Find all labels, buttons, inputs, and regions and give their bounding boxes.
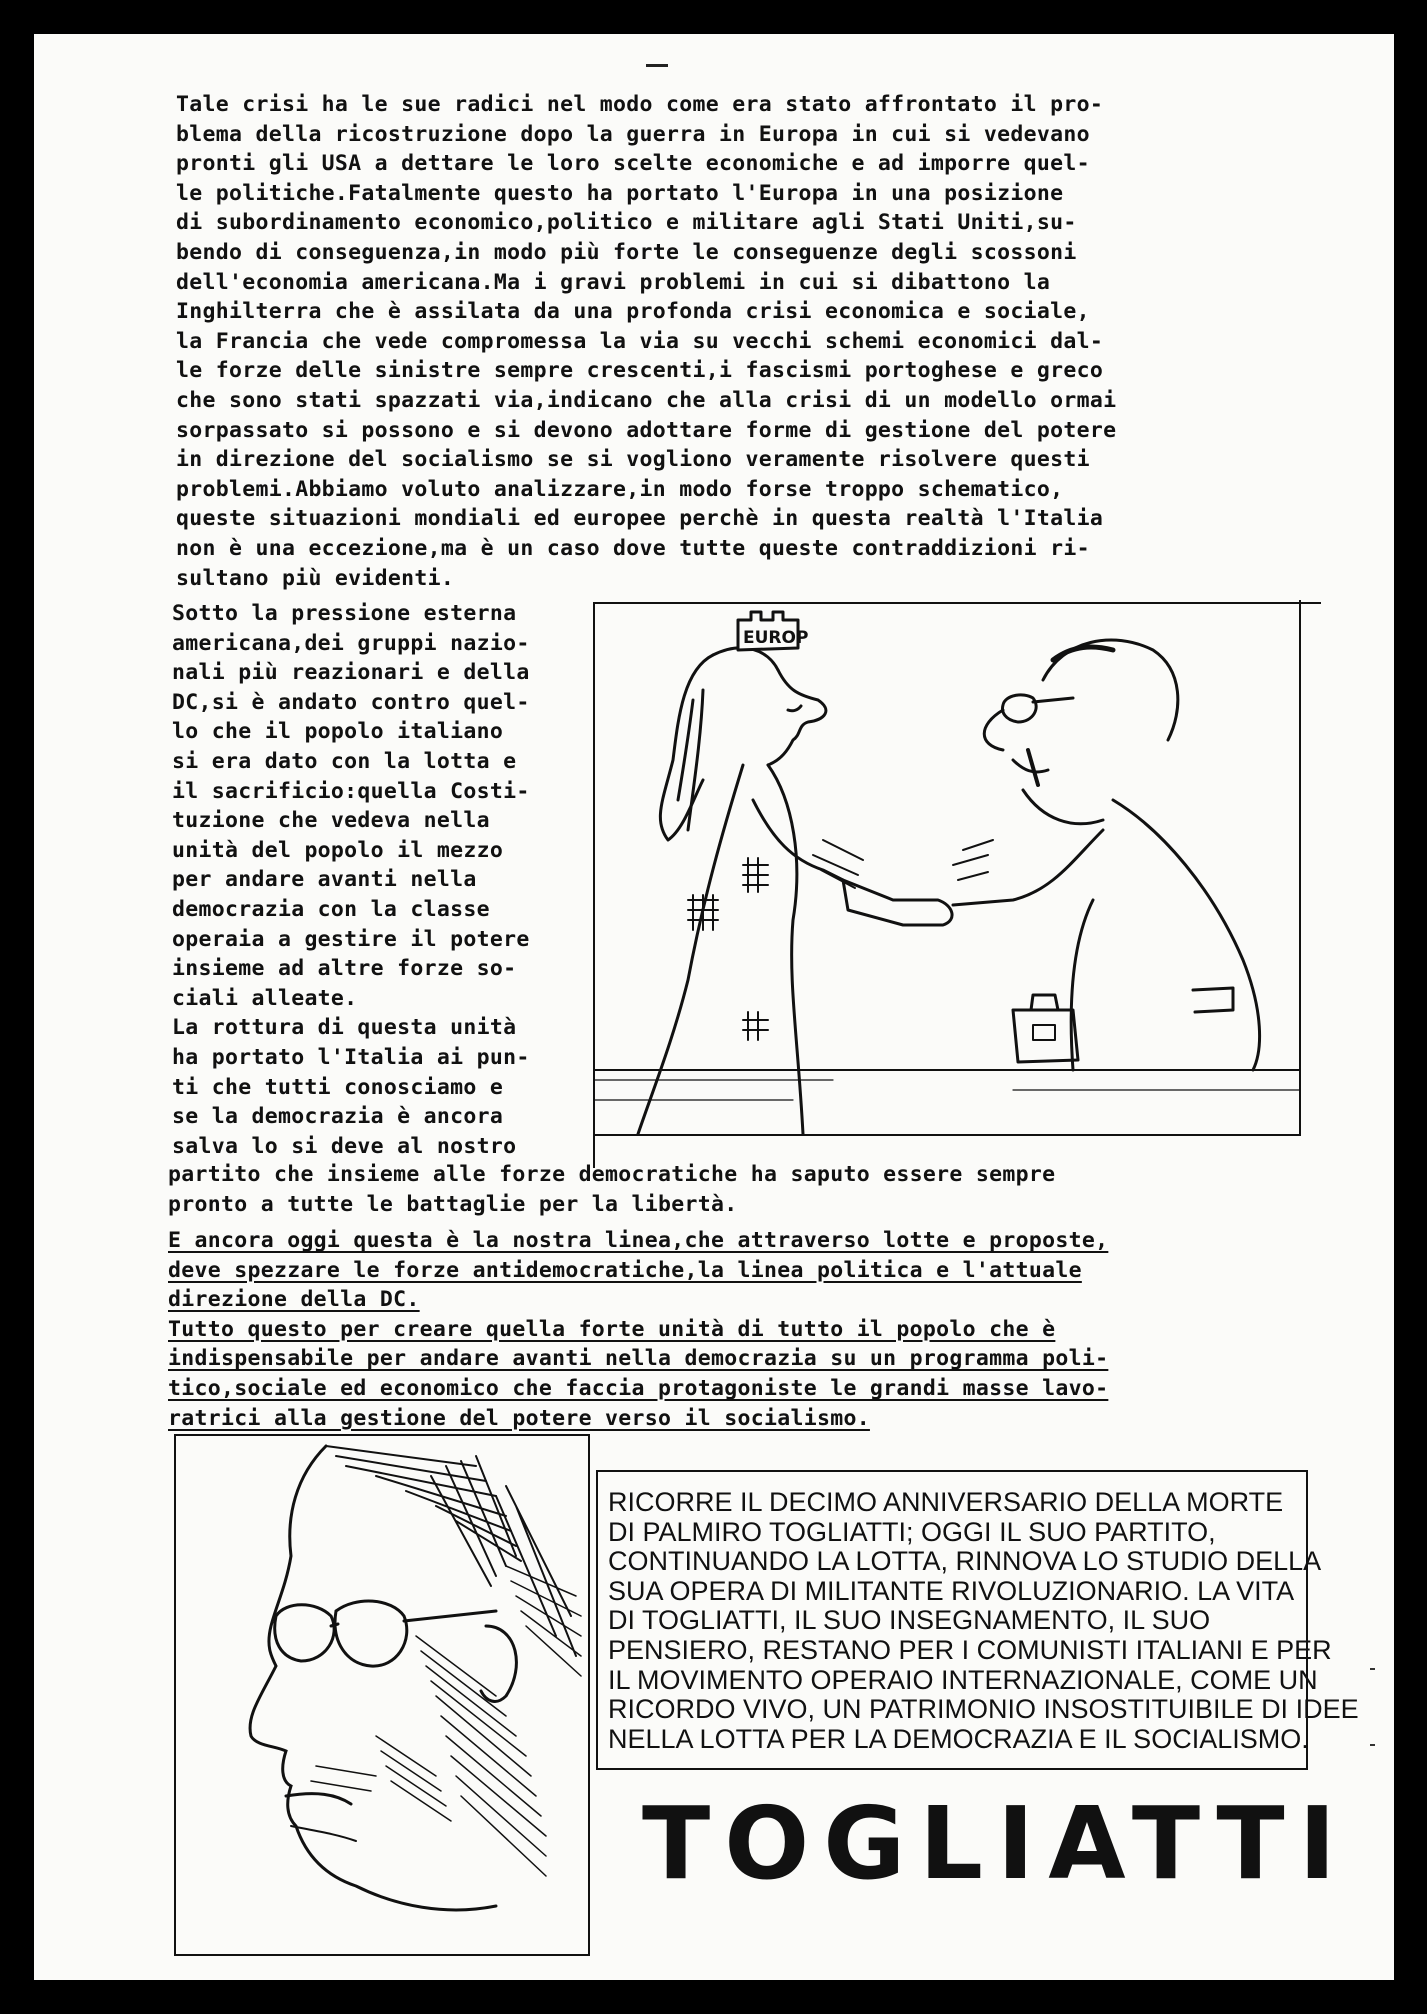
memorial-line: RICORDO VIVO, UN PATRIMONIO INSOSTITUIBILE DI IDEE — [608, 1694, 1359, 1725]
text-line: ha portato l'Italia ai pun- — [172, 1044, 530, 1070]
text-line: sultano più evidenti. — [176, 565, 455, 591]
memorial-line: DI PALMIRO TOGLIATTI; OGGI IL SUO PARTITO, — [608, 1516, 1216, 1547]
text-line: Tutto questo per creare quella forte unità di tutto il popolo che è — [168, 1316, 1056, 1342]
text-line: bendo di conseguenza,in modo più forte le conseguenze degli scossoni — [176, 239, 1077, 265]
crown-label: EUROP — [743, 628, 809, 648]
text-line: partito che insieme alle forze democratiche ha saputo essere sempre — [168, 1162, 1056, 1187]
text-line: americana,dei gruppi nazio- — [172, 630, 530, 656]
text-line: lo che il popolo italiano — [172, 719, 504, 745]
text-line: Inghilterra che è assilata da una profonda crisi economica e sociale, — [176, 299, 1090, 325]
togliatti-portrait — [174, 1434, 590, 1956]
text-line: blema della ricostruzione dopo la guerra in Europa in cui si vedevano — [176, 121, 1090, 147]
text-line: Tale crisi ha le sue radici nel modo come era stato affrontato il pro- — [176, 92, 1104, 117]
big-title: TOGLIATTI — [642, 1785, 1350, 1902]
continuation-paragraph — [168, 1160, 1055, 1219]
intro-paragraph — [176, 90, 1116, 593]
text-line: La rottura di questa unità — [172, 1015, 517, 1041]
text-line: Sotto la pressione esterna — [172, 601, 517, 626]
text-line: pronto a tutte le battaglie per la libertà. — [168, 1191, 738, 1217]
margin-mark — [1370, 1668, 1375, 1670]
text-line: dell'economia americana.Ma i gravi problemi in cui si dibattono la — [176, 269, 1051, 295]
text-line: queste situazioni mondiali ed europee perchè in questa realtà l'Italia — [176, 506, 1104, 532]
underlined-paragraph — [168, 1226, 1108, 1433]
memorial-line: NELLA LOTTA PER LA DEMOCRAZIA E IL SOCIALISMO. — [608, 1723, 1309, 1754]
text-line: problemi.Abbiamo voluto analizzare,in modo forse troppo schematico, — [176, 476, 1064, 502]
text-line: democrazia con la classe — [172, 896, 490, 922]
text-line: DC,si è andato contro quel- — [172, 689, 530, 715]
text-line: in direzione del socialismo se si vogliono veramente risolvere questi — [176, 447, 1090, 473]
text-line: non è una eccezione,ma è un caso dove tutte queste contraddizioni ri- — [176, 535, 1090, 561]
document-page — [34, 34, 1394, 1980]
text-line: le forze delle sinistre sempre crescenti,i fascismi portoghese e greco — [176, 358, 1104, 384]
text-line: le politiche.Fatalmente questo ha portato l'Europa in una posizione — [176, 180, 1064, 206]
text-line: tico,sociale ed economico che faccia protagoniste le grandi masse lavo- — [168, 1375, 1109, 1401]
text-line: se la democrazia è ancora — [172, 1104, 504, 1130]
text-line: ti che tutti conosciamo e — [172, 1074, 504, 1100]
memorial-line: PENSIERO, RESTANO PER I COMUNISTI ITALIANI E PER — [608, 1634, 1332, 1665]
text-line: salva lo si deve al nostro — [172, 1133, 517, 1159]
text-line: insieme ad altre forze so- — [172, 956, 517, 982]
text-line: di subordinamento economico,politico e militare agli Stati Uniti,su- — [176, 210, 1077, 236]
memorial-line: SUA OPERA DI MILITANTE RIVOLUZIONARIO. LA VITA — [608, 1575, 1295, 1606]
page-number-dash — [646, 64, 668, 67]
text-line: sorpassato si possono e si devono adottare forme di gestione del potere — [176, 417, 1117, 443]
text-line: pronti gli USA a dettare le loro scelte economiche e ad imporre quel- — [176, 151, 1090, 177]
memorial-line: RICORRE IL DECIMO ANNIVERSARIO DELLA MORTE — [608, 1487, 1284, 1517]
text-line: ciali alleate. — [172, 985, 358, 1011]
text-line: unità del popolo il mezzo — [172, 837, 504, 863]
text-line: nali più reazionari e della — [172, 660, 530, 686]
text-line: che sono stati spazzati via,indicano che alla crisi di un modello ormai — [176, 387, 1117, 413]
memorial-line: DI TOGLIATTI, IL SUO INSEGNAMENTO, IL SUO — [608, 1605, 1211, 1636]
text-line: ratrici alla gestione del potere verso il socialismo. — [168, 1405, 870, 1431]
text-line: per andare avanti nella — [172, 867, 477, 893]
margin-mark — [1370, 1744, 1375, 1746]
text-line: operaia a gestire il potere — [172, 926, 530, 952]
memorial-line: IL MOVIMENTO OPERAIO INTERNAZIONALE, COME UN — [608, 1664, 1318, 1695]
text-line: deve spezzare le forze antidemocratiche,la linea politica e l'attuale — [168, 1257, 1082, 1283]
memorial-box — [596, 1470, 1359, 1770]
portrait-drawing — [176, 1436, 588, 1954]
text-line: si era dato con la lotta e — [172, 748, 517, 774]
side-column-paragraph — [172, 599, 530, 1161]
memorial-line: CONTINUANDO LA LOTTA, RINNOVA LO STUDIO DELLA — [608, 1546, 1322, 1577]
text-line: indispensabile per andare avanti nella democrazia su un programma poli- — [168, 1346, 1109, 1372]
text-line: tuzione che vedeva nella — [172, 808, 490, 834]
text-line: il sacrificio:quella Costi- — [172, 778, 530, 804]
text-line: la Francia che vede compromessa la via su vecchi schemi economici dal- — [176, 328, 1104, 354]
text-line: direzione della DC. — [168, 1287, 420, 1313]
cartoon-drawing — [593, 600, 1299, 1134]
handshake-cartoon — [593, 600, 1301, 1136]
text-line: E ancora oggi questa è la nostra linea,che attraverso lotte e proposte, — [168, 1228, 1109, 1253]
